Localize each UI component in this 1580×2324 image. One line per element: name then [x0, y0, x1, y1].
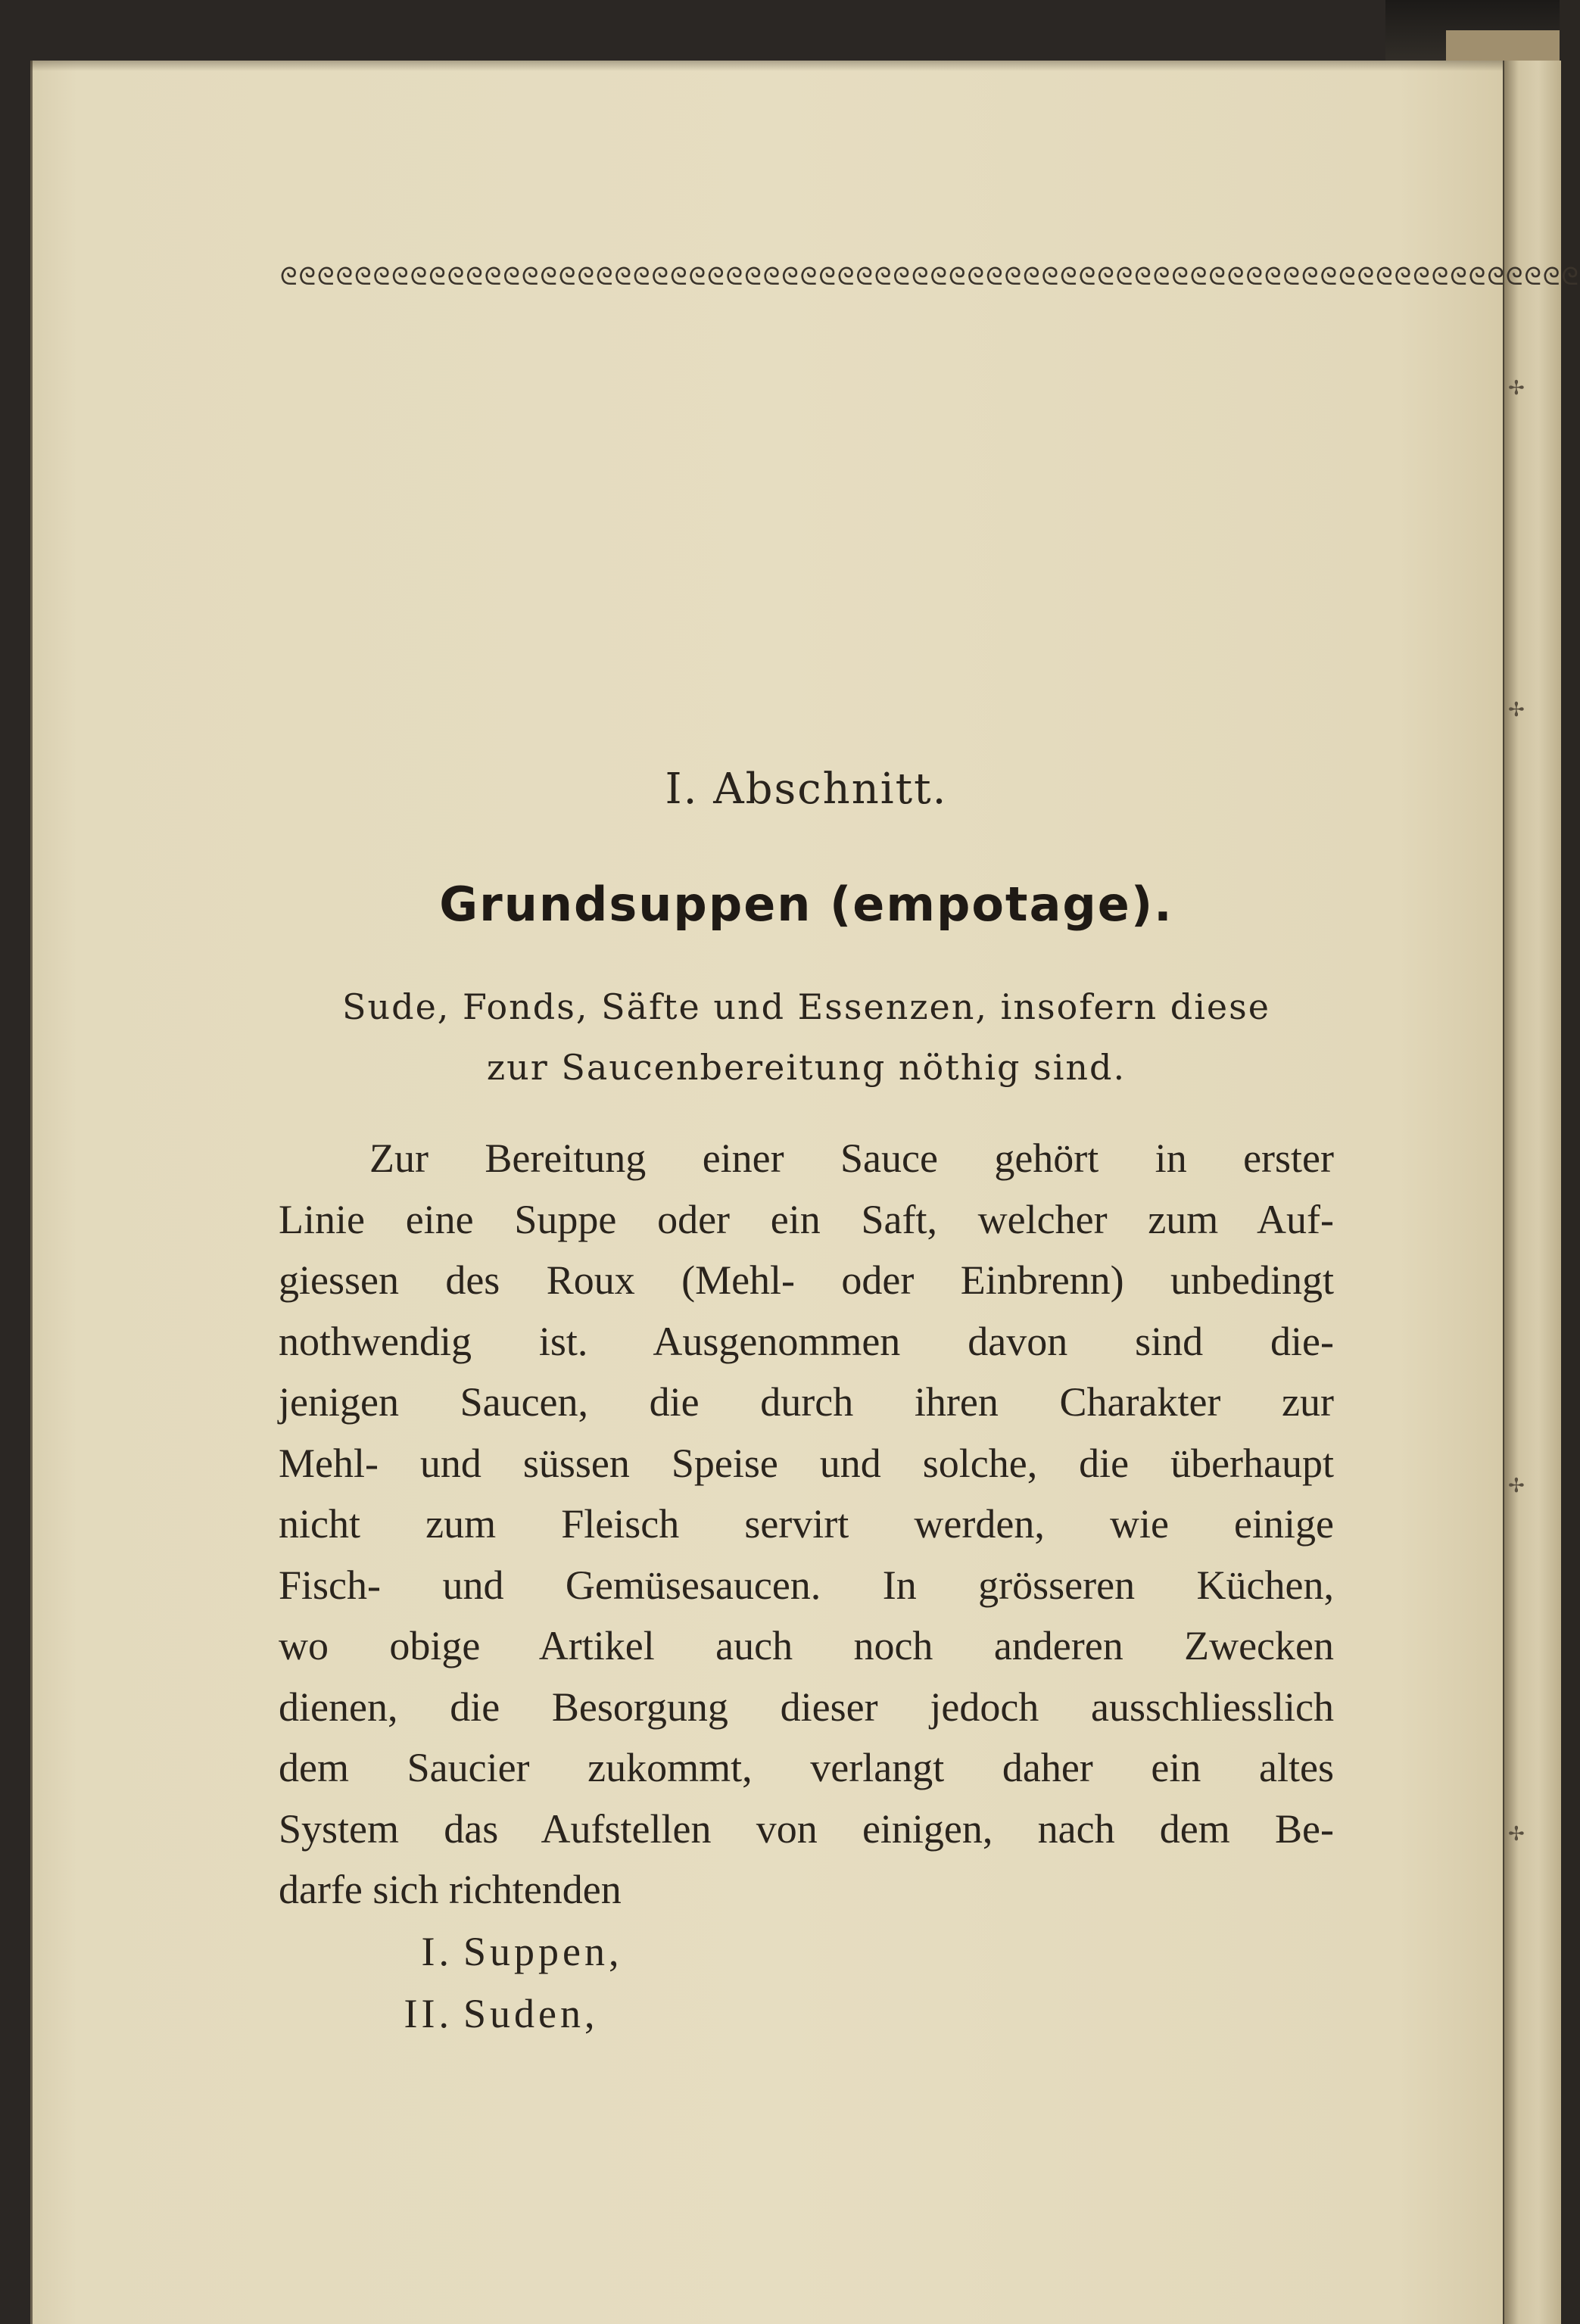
- page-gutter: [1503, 61, 1561, 2324]
- list-item: [279, 1921, 1334, 1983]
- page-top-shadow: [30, 61, 1514, 71]
- binding-stitch-icon: ✢: [1508, 699, 1525, 721]
- list-item-text: Suppen,: [463, 1928, 623, 1974]
- binding-stitch-icon: ✢: [1508, 1823, 1525, 1846]
- paragraph-line: nothwendig ist. Ausgenommen davon sind die-: [279, 1318, 1334, 1364]
- paragraph-line: Zur Bereitung einer Sauce gehört in erster: [369, 1136, 1334, 1181]
- body-paragraph: [279, 1128, 1334, 2045]
- ornament-glyphs: ᘓᘓᘓᘓᘓᘓᘓᘓᘓᘓᘓᘓᘓᘓᘓᘓᘓᘓᘓᘓᘓᘓᘓᘓᘓᘓᘓᘓᘓᘓᘓᘓᘓᘓᘓᘓᘓᘓᘓᘓᘓᘓᘓᘓᘓᘓᘓᘓᘓᘓᘓᘓᘓᘓᘓᘓᘓᘓᘓᘓᘓᘓᘓᘓᘓᘓᘓᘓᘓᘓ: [280, 262, 1580, 291]
- subtitle-line: Sude, Fonds, Säfte und Essenzen, insofern diese: [342, 986, 1270, 1027]
- paragraph-line: nicht zum Fleisch servirt werden, wie einige: [279, 1501, 1334, 1547]
- subtitle-line: zur Saucenbereitung nöthig sind.: [486, 1047, 1127, 1088]
- paragraph-line: dem Saucier zukommt, verlangt daher ein altes: [279, 1745, 1334, 1790]
- paragraph-line: Mehl- und süssen Speise und solche, die überhaupt: [279, 1440, 1334, 1486]
- paragraph-line: Linie eine Suppe oder ein Saft, welcher zum Auf-: [279, 1196, 1334, 1242]
- list-item-number: II.: [404, 1990, 453, 2036]
- paragraph-line: System das Aufstellen von einigen, nach dem Be-: [279, 1805, 1334, 1852]
- chapter-subtitle: [280, 977, 1332, 1098]
- binding-stitch-icon: ✢: [1508, 1475, 1525, 1497]
- list-item-text: Suden,: [463, 1990, 599, 2036]
- paragraph-line: dienen, die Besorgung dieser jedoch ausschliesslich: [279, 1684, 1334, 1730]
- paragraph-line: jenigen Saucen, die durch ihren Charakter zur: [279, 1379, 1334, 1425]
- list-item-number: I.: [421, 1928, 453, 1974]
- chapter-title: Grundsuppen (empotage).: [439, 877, 1173, 932]
- list-item: [279, 1983, 1334, 2045]
- paragraph-line: Fisch- und Gemüsesaucen. In grösseren Küchen,: [279, 1562, 1334, 1608]
- section-heading: I. Abschnitt.: [665, 765, 948, 814]
- binding-stitch-icon: ✢: [1508, 377, 1525, 400]
- paragraph-line: darfe sich richtenden: [279, 1867, 622, 1912]
- decorative-border-ornament: [280, 261, 1580, 291]
- paragraph-line: wo obige Artikel auch noch anderen Zwecken: [279, 1623, 1334, 1668]
- paragraph-line: giessen des Roux (Mehl- oder Einbrenn) unbedingt: [279, 1257, 1334, 1303]
